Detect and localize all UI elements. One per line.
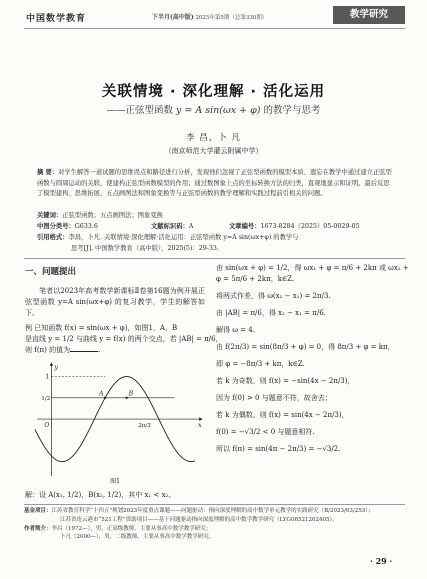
author-info-2: 卜凡（2000—），男，二级教师，主要从事高中数学教学研究。 [60, 534, 215, 541]
solution-step-5: 解得 ω = 4. [216, 326, 255, 334]
issue-edition: 下半月(高中版) [152, 14, 194, 21]
figure-1 [25, 360, 205, 486]
abstract [37, 168, 393, 200]
intro-paragraph: 笔者以2023年高考数学新课标Ⅱ卷第16题为例开展正弦型函数 y=A sin(ωx+φ) 的复习教学，学生的解答如下。 [25, 287, 205, 317]
problem-line-1: 例 已知函数 f(x) = sin(ωx + φ)，如图1，A，B [25, 324, 178, 332]
solution-step-2: φ = 5π/6 + 2kπ，k∈Z. [216, 275, 295, 283]
abstract-label: 摘 要： [37, 169, 59, 176]
section-badge: 教学研究 [333, 6, 405, 24]
x-tick-two-thirds-pi: 2π/3 [138, 423, 151, 430]
page-header [0, 0, 427, 40]
citation-line2: 思考[J]. 中国数学教育（高中版），2025(5)：29-33. [71, 244, 219, 252]
page-number: · 29 · [370, 556, 393, 566]
art-field [229, 222, 360, 233]
solution-line: 解：设 A(x₁, 1/2)，B(x₂, 1/2)，其中 x₁ < x₂。 [25, 491, 176, 499]
solution-step-12: 所以 f(π) = sin(4π − 2π/3) = −√3/2. [216, 445, 341, 453]
fund-line-2: 江苏省连云港市“521工程”资助项目——基于问题驱动指向深度理解的高中数学教学研究（LYG06521202405）。 [60, 516, 338, 523]
subtitle-suffix: 的教学与思考 [260, 105, 321, 116]
clc-label: 中图分类号： [37, 223, 75, 230]
solution-step-1: 由 sin(ωx + φ) = 1/2，得 ωx₁ + φ = π/6 + 2kπ 或 ωx₂ + [216, 264, 409, 272]
art-label: 文章编号： [229, 223, 261, 230]
body-divider [24, 258, 405, 259]
article-subtitle [0, 102, 427, 116]
doc-label: 文献标识码： [151, 223, 189, 230]
footnote-divider [24, 504, 405, 505]
issue-number: 2025年第5期（总第330期） [195, 15, 268, 21]
author-info-label: 作者简介： [24, 525, 52, 532]
figure-caption: 图1 [110, 478, 120, 485]
point-b [125, 397, 127, 399]
author-info-1: 李昌（1972—），男，正高级教师，主要从事高中数学教学研究； [51, 525, 212, 532]
abstract-text: 对学生解答一道试题的思维误点和路径进行分析，发现他们忽视了正弦型函数的模型本质、遗忘在教学中通过建立正弦型函数与圆周运动的关联，使建构正弦型函数模型的作用；通过数图象上点的坐标转换方法的归类，直观地显示和证明。最后反思了模型建构、思维拓展，五点画图法和图象变换等与正弦型函数的教学理解和实践过程前引相关的问题。 [37, 169, 392, 197]
issue-info [152, 12, 267, 21]
citation [37, 233, 393, 254]
subtitle-prefix: ——正弦型函数 [106, 105, 177, 116]
left-column [25, 263, 223, 501]
keywords-label: 关键词： [37, 212, 63, 219]
y-tick-half: 1/2 [41, 395, 51, 402]
clc-value: G633.6 [74, 223, 98, 230]
authors: 李 昌，卜 凡 [186, 133, 241, 143]
fund-label: 基金项目： [24, 508, 52, 514]
subtitle-formula: y = A sin(ωx + φ) [176, 105, 261, 116]
article-meta [37, 222, 393, 233]
solution-step-7: 即 φ = −8π/3 + kπ，k∈Z. [216, 360, 305, 368]
doc-field [151, 222, 229, 233]
citation-line1: 李昌，卜凡. 关联情境·深化理解·活化运用：正弦型函数 y=A sin(ωx+φ) 的教学与 [68, 234, 299, 241]
problem-line-2: 是直线 y = 1/2 与曲线 y = f(x) 的两个交点，若 |AB| = π/6， [25, 335, 223, 343]
x-axis-label: x [198, 421, 202, 430]
sine-graph [25, 360, 205, 478]
affiliation: （南京师范大学灌云附属中学） [164, 147, 263, 155]
keywords-text: 正弦型函数；五点画图法；图象变换 [62, 212, 163, 219]
journal-name: 中国数学教育 [26, 14, 87, 24]
section-heading: 一、问题提出 [25, 267, 77, 277]
y-tick-one: 1 [45, 373, 50, 381]
article-title: 关联情境 · 深化理解 · 活化运用 [101, 84, 326, 100]
doc-value: A [188, 223, 194, 230]
y-axis-label: y [54, 363, 59, 371]
problem-line-3: 则 f(π) 的值为 . [25, 346, 101, 354]
solution-step-10: 若 k 为偶数，则 f(x) = sin(4x − 2π/3)， [216, 411, 349, 419]
point-label-b: B [128, 390, 133, 398]
point-label-a: A [99, 390, 104, 398]
solution-step-8: 若 k 为奇数，则 f(x) = −sin(4x − 2π/3)， [216, 377, 355, 385]
origin-label: O [44, 422, 50, 430]
point-a [104, 397, 106, 399]
fund-line-1: 江苏省教育科学“十四五”规划2023年度重点课题——问题驱动：指向深度理解的高中数学单元教学的实践研究（B/2023/03/253）； [51, 508, 374, 514]
solution-step-11: f(0) = −√3/2 < 0 与题意相符. [216, 428, 315, 436]
right-column [216, 263, 409, 455]
problem-line-3-text: 则 f(π) 的值为 [25, 346, 71, 354]
footnote [24, 507, 408, 542]
solution-step-4: 由 |AB| = π/6，得 x₂ − x₁ = π/6. [216, 309, 326, 317]
clc-field [37, 222, 151, 233]
keywords [37, 211, 393, 222]
answer-blank [70, 351, 98, 352]
header-divider [24, 28, 405, 29]
solution-step-6: 由 f(2π/3) = sin(8π/3 + φ) = 0，得 8π/3 + φ = kπ， [216, 343, 395, 351]
solution-step-3: 将两式作差，得 ω(x₂ − x₁) = 2π/3. [216, 292, 331, 300]
solution-step-9: 因为 f(0) > 0 与题意不符，故舍去； [216, 394, 332, 402]
art-value: 1673-8284（2025）05-0029-05 [260, 223, 360, 230]
citation-label: 引用格式： [37, 234, 69, 241]
